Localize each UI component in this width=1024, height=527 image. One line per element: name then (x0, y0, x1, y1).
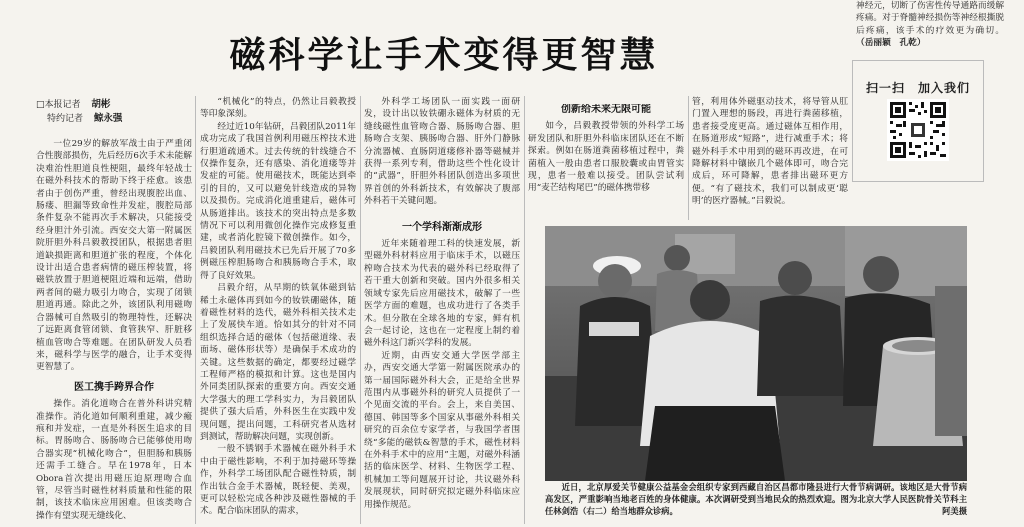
col1-para2: 操作。消化道吻合在普外科讲究精准操作。消化道如何顺利重建，减少瘢痕和并发症，一直是外科医生追求的目标。胃肠吻合、肠肠吻合已能够使用吻合器实现“机械化吻合”，但胆肠和胰肠还需手工缝合。早在1978年，日本Obora首次提出用磁压迫原理吻合血管，尽管当时磁性材料质量和性能的限制，该技术临床应用困难。但该类吻合操作有望实现无缝线化、 (36, 399, 192, 521)
section-title-1: 医工携手跨界合作 (74, 381, 154, 393)
col5-para1: 管，利用体外磁驱动技术，将导管从肛门置入理想的肠段，再进行粪菌移植，患者接受度更高。通过磁体互相作用，在肠道形成“短路”，进行减重手术；将磁外科手术中用到的磁环再改进，在可降解材料中镶嵌几个磁体即可，吻合完成后，环可降解，患者排出磁环更方便。“有了磁技术，我们可以制成更‘聪明’的医疗器械。”吕毅说。 (692, 97, 848, 207)
top-right-text: 神经元，切断了伤害性传导通路而缓解疼痛。对于脊髓神经损伤等神经根撕脱后疼痛，该手术的疗效更为确切。 (856, 1, 1004, 36)
news-photo-image (545, 226, 967, 481)
col2-para1: “机械化”的特点，仍然让吕毅教授等印象深刻。 (200, 97, 356, 120)
reporter-line (36, 98, 192, 112)
correspondent-name: 鲸永强 (93, 113, 123, 124)
column-2 (200, 96, 356, 524)
reporter-name: 胡彬 (91, 99, 111, 110)
correspondent-line (36, 112, 192, 126)
column-4 (528, 104, 684, 230)
column-1 (36, 98, 192, 524)
photo-caption-text: 近日，北京厚爱关节健康公益基金会组织专家到西藏自治区昌都市隆县进行大骨节病调研。该地区是大骨节病高发区，严重影响当地老百姓的身体健康。本次调研受到当地民众的热烈欢迎。图为北京大学人民医院骨关节科主任林剑浩（右二）给当地群众诊病。 (545, 482, 967, 516)
col3-para3: 近期，由西安交通大学医学部主办，西安交通大学第一附属医院承办的第一届国际磁外科大会，正是给全世界范围内从事磁外科的研究人员提供了一个见面交流的平台。会上，来自美国、德国、韩国等多个国家从事磁外科相关研究的百余位专家学者，与我国学者围绕“多能的磁铁&智慧的手术，磁性材料在外科手术中的应用”主题，对磁外科涵括的临床医学、材料、生物医学工程、机械加工等问题展开讨论，共议磁外科发展现状，同时研究拟定磁外科临床应用操作规范。 (364, 350, 520, 510)
scan-box (852, 60, 984, 182)
column-divider (524, 96, 525, 524)
reporter-label: □本报记者 (36, 100, 81, 110)
col2-para3: 吕毅介绍，从早期的铁氧体磁到钻稀土永磁体再到如今的钕铁硼磁体，随着磁性材料的迭代，磁外科相关技术走上了发展快车道。恰如其分的针对不同组织选择合适的磁体（包括磁道缘、表面场、磁体形状等）是确保手术成功的关键。这些数据的确定，都要经过磁学工程师严格的模拟和计算。这也是国内外同类团队探索的重要方向。西安交通大学强大的理工学科实力，为吕毅团队提供了强大后盾，外科医生在实践中发现问题，提出问题，工科研究者从选材到测试，帮助解决问题，实现创新。 (200, 283, 356, 442)
col2-para2: 经过近10年钻研，吕毅团队2011年成功完成了我国首例利用磁压榨技术进行胆道疏通术。过去传统的针线缝合不仅操作复杂，还有感染、消化道瘘等并发症的可能。使用磁技术，既能达到牵引的目的，又可以避免针线造成的异物以及损伤。完成消化道重建后，磁体可从肠道排出。该技术的突出特点是多数情况下可以利用微创化操作完成修复重建，或者消化腔镜下微创操作。如今，吕毅团队利用磁技术已先后开展了70多例磁压榨胆肠吻合和胰肠吻合手术，取得了良好效果。 (200, 121, 356, 281)
qr-code-icon[interactable] (887, 99, 949, 161)
correspondent-label: 特约记者 (47, 114, 84, 124)
column-divider (195, 96, 196, 524)
column-1-body (36, 138, 192, 522)
news-photo (545, 226, 967, 481)
scan-title: 扫一扫 加入我们 (865, 81, 970, 95)
column-3 (364, 96, 520, 524)
top-right-credit: （岳丽颖 孔乾） (856, 38, 926, 49)
col4-para1: 如今，吕毅教授带领的外科学工场研发团队和肝胆外科临床团队还在不断探索。例如在肠道粪菌移植过程中，粪菌植入一般由患者口服胶囊或由胃管实现，患者一般难以接受。团队尝试利用“麦芒结构尾巴”的磁体携带移 (528, 121, 684, 194)
column-divider (360, 96, 361, 524)
column-5 (692, 96, 848, 222)
top-right-continuation (856, 0, 1004, 50)
qr-code-graphic (887, 99, 949, 161)
col2-para4: 一般不锈钢手术器械在磁外科手术中由于磁性影响，不利于加持磁环等操作，外科学工场团队配合磁性特质，制作出钛合金手术器械，既轻便、美观，更可以轻松完成各种涉及磁性器械的手术。配合临床团队的需求， (200, 444, 356, 517)
column-divider (688, 96, 689, 220)
photo-credit: 阿美摄 (942, 506, 967, 516)
byline (36, 98, 192, 126)
col1-para1: 一位29岁的解放军战士由于严重闭合性腹部损伤，先后经历6次手术未能解决难治性胆道良性梗阻，最终年轻战士在磁外科技术的帮助下终于痊愈。该患者由于创伤严重，曾经出现腹腔出血、肠瘘、胆漏等致命性并发症，腹腔局部条件复杂不能再次手术解决，只能接受经身胆汁外引流。西安交大第一附属医院肝胆外科吕毅教授团队，根据患者胆道缺损距离和胆道扩张的程度，个体化设计出适合患者病情的磁压榨装置，将磁铁放置于胆道梗阻近端和远端，借助两者间的磁力吸引力吻合，实现了闭锁胆道再通。除此之外，该团队利用磁吻合器械可自然吸引的物理特性，还解决了远距离食管闭锁、食管狭窄、肝脏移植血管吻合等难题。在团队研发人员看来，磁科学与医学的融合，让手术变得更智慧了。 (36, 139, 192, 373)
col3-para2: 近年来随着理工科的快速发展，新型磁外科材料应用于临床手术，以磁压榨吻合技术为代表的磁外科已经取得了若干重大创新和突破。国内外很多相关领域专家先后应用磁技术，破解了一些医学方面的难题，也成功进行了各类手术。但分散在全球各地的专家，鲜有机会一起讨论，这也在一定程度上制约着磁外科这门新兴学科的发展。 (364, 239, 520, 349)
section-title-3: 创新给未来无限可能 (561, 104, 651, 115)
section-title-2: 一个学科渐渐成形 (402, 221, 482, 233)
photo-caption (545, 481, 967, 521)
col3-para1: 外科学工场团队一面实践一面研发，设计出以钕铁硼永磁体为材质的无缝线磁性血管吻合器、肠肠吻合器、胆肠吻合支架、胰肠吻合器、肝外门静脉分流器械、直肠阴道瘘修补器等磁械并获得一系列专利，借助这些个性化设计的“武器”，肝胆外科团队创造出多项世界首创的外科新技术，有效解决了腹部外科若干关键问题。 (364, 97, 520, 207)
headline: 磁科学让手术变得更智慧 (229, 35, 659, 76)
